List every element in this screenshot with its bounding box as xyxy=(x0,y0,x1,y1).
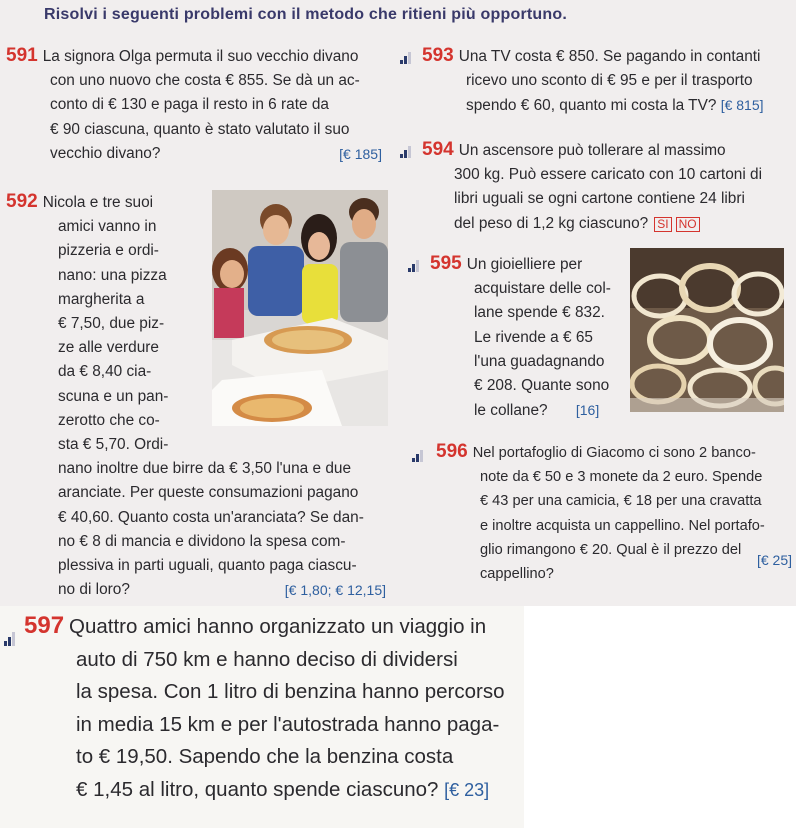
problem-text-line: aranciate. Per queste consumazioni pagano xyxy=(58,484,359,502)
problem-text-line: Nel portafoglio di Giacomo ci sono 2 banco- xyxy=(472,445,756,461)
problem-text-line: no € 8 di mancia e dividono la spesa com- xyxy=(58,532,346,550)
problem-text-line: lane spende € 832. xyxy=(474,304,605,322)
problem-text-line: to € 19,50. Sapendo che la benzina costa xyxy=(76,745,454,768)
problem-text-line: vecchio divano? xyxy=(50,144,161,162)
problem-text-line: € 1,45 al litro, quanto spende ciascuno? xyxy=(76,777,439,801)
exercise-heading: Risolvi i seguenti problemi con il metodo che ritieni più opportuno. xyxy=(44,6,567,23)
problem-text-line: le collane? xyxy=(474,402,548,420)
problem-text-line: nano inoltre due birre da € 3,50 l'una e due xyxy=(58,460,352,478)
problem-text-line: no di loro? xyxy=(58,581,130,599)
necklaces-photo xyxy=(630,248,784,412)
problem-text-line: note da € 50 e 3 monete da 2 euro. Spende xyxy=(480,469,763,486)
difficulty-icon xyxy=(400,146,411,158)
answer-label: [€ 1,80; € 12,15] xyxy=(284,582,386,599)
problem-text-line: acquistare delle col- xyxy=(474,280,611,298)
problem-591 xyxy=(6,44,382,166)
difficulty-icon xyxy=(400,52,411,64)
problem-text-line: € 7,50, due piz- xyxy=(58,315,165,333)
problem-text-line: e inoltre acquista un cappellino. Nel portafo- xyxy=(480,517,765,534)
difficulty-icon xyxy=(4,632,15,646)
problem-text-line: cappellino? xyxy=(480,566,554,583)
problem-595 xyxy=(430,252,620,423)
problem-text-line: € 43 per una camicia, € 18 per una cravatta xyxy=(480,493,762,510)
answer-label: [16] xyxy=(575,402,600,419)
problem-593 xyxy=(422,44,782,119)
problem-text-line: l'una guadagnando xyxy=(474,352,605,370)
problem-text-line: amici vanno in xyxy=(58,218,157,236)
problem-594 xyxy=(422,138,782,236)
problem-text-line: scuna e un pan- xyxy=(58,387,169,405)
problem-text-line: Una TV costa € 850. Se pagando in contanti xyxy=(458,48,761,65)
problem-text-line: glio rimangono € 20. Qual è il prezzo del xyxy=(480,541,742,558)
problem-text-line: libri uguali se ogni cartone contiene 24 libri xyxy=(454,190,745,208)
problem-text-line: Nicola e tre suoi xyxy=(42,194,154,211)
problem-text-line: nano: una pizza xyxy=(58,266,167,284)
problem-number: 591 xyxy=(6,45,38,66)
problem-text-line: Un gioielliere per xyxy=(466,256,583,273)
problem-text-line: Un ascensore può tollerare al massimo xyxy=(458,142,726,159)
problem-text-line: con uno nuovo che costa € 855. Se dà un ac- xyxy=(50,72,360,90)
problem-text-line: la spesa. Con 1 litro di benzina hanno percorso xyxy=(76,680,505,703)
problem-text-line: spendo € 60, quanto mi costa la TV? xyxy=(466,97,717,115)
problem-text-line: 300 kg. Può essere caricato con 10 cartoni di xyxy=(454,166,762,184)
problem-text-line: Quattro amici hanno organizzato un viaggio in xyxy=(69,615,487,638)
problem-text-line: zerotto che co- xyxy=(58,411,160,429)
problem-text-line: ricevo uno sconto di € 95 e per il trasporto xyxy=(466,72,753,90)
answer-label: [€ 815] xyxy=(720,97,764,114)
problem-number: 596 xyxy=(436,441,468,462)
answer-label: [€ 23] xyxy=(444,779,490,800)
problem-text-line: auto di 750 km e hanno deciso di dividersi xyxy=(76,647,458,671)
problem-text-line: pizzeria e ordi- xyxy=(58,242,159,260)
option-no-box[interactable]: NO xyxy=(676,217,700,232)
difficulty-icon xyxy=(412,450,423,462)
problem-text-line: € 208. Quante sono xyxy=(474,377,610,395)
problem-text-line: del peso di 1,2 kg ciascuno? xyxy=(454,214,649,232)
problem-596 xyxy=(436,440,792,586)
answer-label: [€ 185] xyxy=(339,145,382,162)
problem-text-line: sta € 5,70. Ordi- xyxy=(58,436,169,454)
difficulty-icon xyxy=(408,260,419,272)
problem-number: 594 xyxy=(422,139,454,160)
problem-number: 592 xyxy=(6,191,38,212)
problem-text-line: plessiva in parti uguali, quanto paga ciascu- xyxy=(58,557,357,575)
problem-text-line: € 40,60. Quanto costa un'aranciata? Se dan- xyxy=(58,508,364,526)
friends-pizza-photo xyxy=(212,190,388,426)
problem-text-line: ze alle verdure xyxy=(58,339,159,357)
problem-text-line: Le rivende a € 65 xyxy=(474,328,593,346)
problem-text-line: da € 8,40 cia- xyxy=(58,363,152,381)
problem-597-panel xyxy=(0,606,524,828)
problem-text-line: conto di € 130 e paga il resto in 6 rate da xyxy=(50,96,329,114)
problem-number: 597 xyxy=(24,612,65,639)
problem-597 xyxy=(24,610,524,806)
problem-text-line: La signora Olga permuta il suo vecchio divano xyxy=(42,48,359,65)
problem-number: 595 xyxy=(430,253,462,274)
answer-label: [€ 25] xyxy=(756,552,792,569)
problem-text-line: € 90 ciascuna, quanto è stato valutato il suo xyxy=(50,120,350,138)
problem-number: 593 xyxy=(422,45,454,66)
problem-text-line: in media 15 km e per l'autostrada hanno paga- xyxy=(76,712,500,736)
problem-text-line: margherita a xyxy=(58,290,145,308)
option-si-box[interactable]: SI xyxy=(654,217,671,232)
